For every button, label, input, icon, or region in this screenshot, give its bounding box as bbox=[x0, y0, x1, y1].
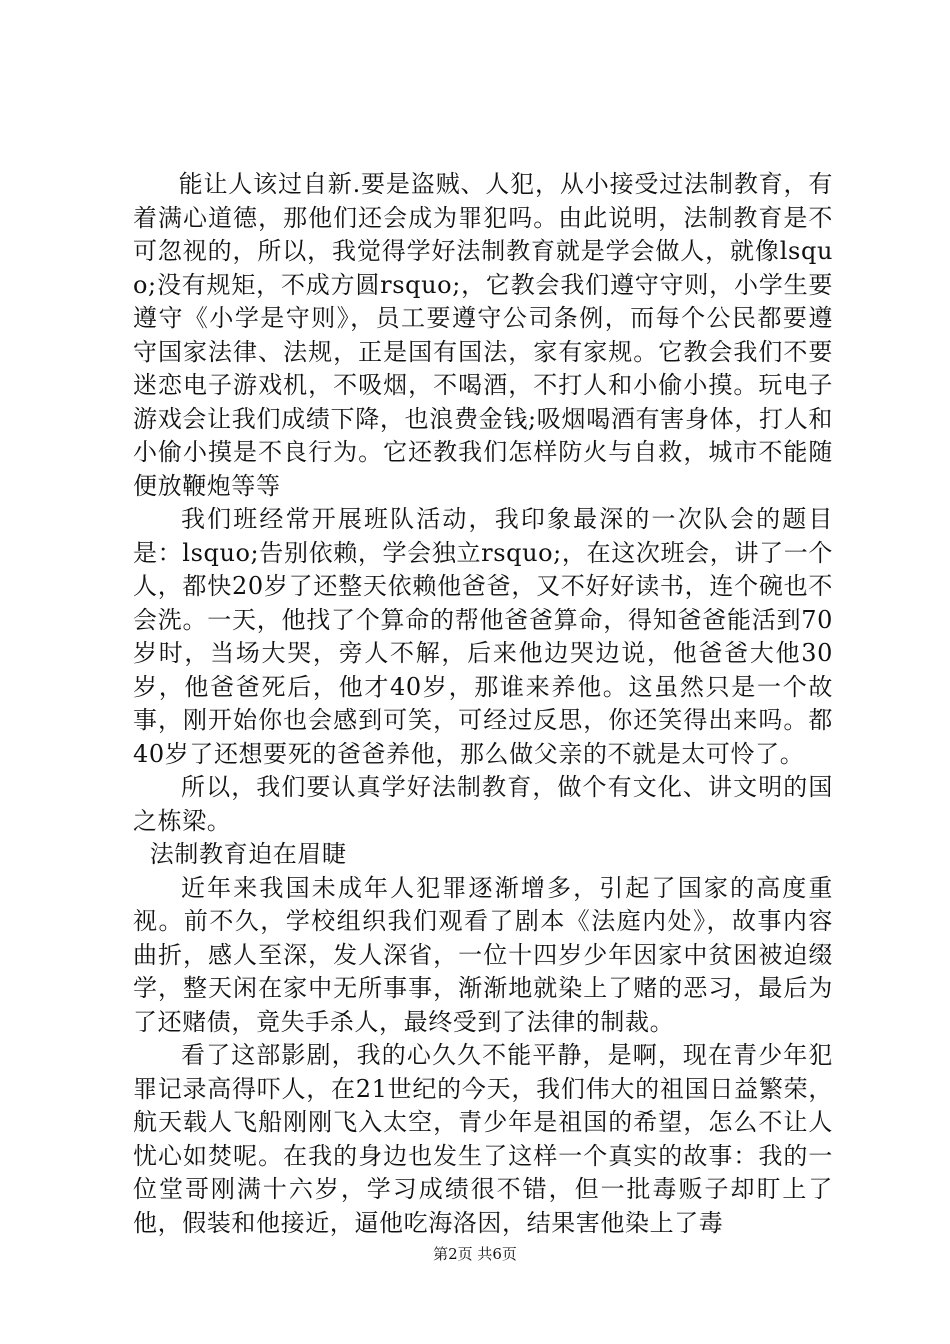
paragraph-1: 能让人该过自新.要是盗贼、人犯，从小接受过法制教育，有着满心道德，那他们还会成为罪犯吗。由此说明，法制教育是不可忽视的，所以，我觉得学好法制教育就是学会做人，就像lsquo;没有规矩，不成方圆rsquo;，它教会我们遵守守则，小学生要遵守《小学是守则》，员工要遵守公司条例，而每个公民都要遵守国家法律、法规，正是国有国法，家有家规。它教会我们不要迷恋电子游戏机，不吸烟，不喝酒，不打人和小偷小摸。玩电子游戏会让我们成绩下降，也浪费金钱;吸烟喝酒有害身体，打人和小偷小摸是不良行为。它还教我们怎样防火与自救，城市不能随便放鞭炮等等 bbox=[133, 170, 833, 500]
paragraph-3: 所以，我们要认真学好法制教育，做个有文化、讲文明的国之栋梁。 bbox=[133, 773, 833, 835]
paragraph-5: 看了这部影剧，我的心久久不能平静，是啊，现在青少年犯罪记录高得吓人，在21世纪的今天，我们伟大的祖国日益繁荣，航天载人飞船刚刚飞入太空，青少年是祖国的希望，怎么不让人忧心如焚呢。在我的身边也发生了这样一个真实的故事：我的一位堂哥刚满十六岁，学习成绩很不错，但一批毒贩子却盯上了他，假装和他接近，逼他吃海洛因，结果害他染上了毒 bbox=[133, 1041, 833, 1237]
document-body bbox=[133, 168, 833, 1240]
paragraph-4: 近年来我国未成年人犯罪逐渐增多，引起了国家的高度重视。前不久，学校组织我们观看了剧本《法庭内处》，故事内容曲折，感人至深，发人深省，一位十四岁少年因家中贫困被迫缀学，整天闲在家中无所事事，渐渐地就染上了赌的恶习，最后为了还赌债，竟失手杀人，最终受到了法律的制裁。 bbox=[133, 873, 833, 1036]
page-number-footer: 第2页 共6页 bbox=[433, 1245, 517, 1263]
section-heading: 法制教育迫在眉睫 bbox=[149, 840, 347, 868]
paragraph-2: 我们班经常开展班队活动，我印象最深的一次队会的题目是：lsquo;告别依赖，学会独立rsquo;，在这次班会，讲了一个人，都快20岁了还整天依赖他爸爸，又不好好读书，连个碗也不会洗。一天，他找了个算命的帮他爸爸算命，得知爸爸能活到70岁时，当场大哭，旁人不解，后来他边哭边说，他爸爸大他30岁，他爸爸死后，他才40岁，那谁来养他。这虽然只是一个故事，刚开始你也会感到可笑，可经过反思，你还笑得出来吗。都40岁了还想要死的爸爸养他，那么做父亲的不就是太可怜了。 bbox=[133, 505, 833, 768]
